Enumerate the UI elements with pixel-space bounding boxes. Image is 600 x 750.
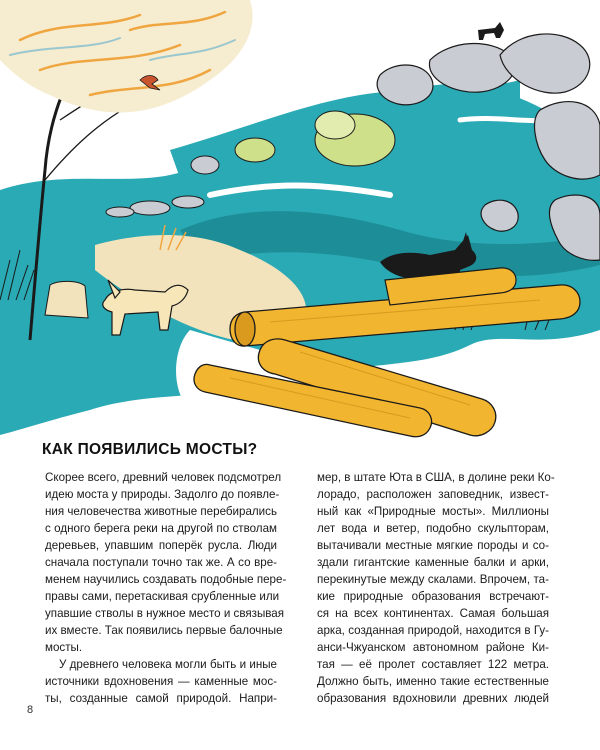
paragraph-line: ся на всех континентах. Самая большая [317, 607, 549, 620]
paragraph-line: здали гигантские каменные балки и арки, [317, 556, 549, 569]
paragraph-line: мер, в штате Юта в США, в долине реки Ко- [317, 471, 555, 484]
page-heading: КАК ПОЯВИЛИСЬ МОСТЫ? [42, 441, 258, 458]
paragraph-line: Должно быть, именно такие естественные [317, 675, 549, 688]
paragraph-line: тая — её пролет составляет 122 метра. [317, 658, 549, 671]
paragraph-line: упавшие стволы в нужное место и связывая [45, 607, 285, 620]
paragraph-line: ния человечества животные перебирались [45, 505, 277, 518]
stump [45, 281, 88, 318]
paragraph-line: правы сами, перетаскивая срубленные или [45, 590, 280, 603]
paragraph-line: вытачивали местные мягкие породы и со- [317, 539, 549, 552]
paragraph-line: ты, созданные самой природой. Напри- [45, 692, 277, 705]
paragraph-line: Скорее всего, древний человек подсмотрел [45, 471, 282, 484]
paragraph-line: деревьев, упавшим поперёк русла. Люди [45, 539, 277, 552]
paragraph-line: анси-Чжуанском автономном районе Ки- [317, 641, 549, 654]
paragraph-line: арка, созданная природой, находится в Гу- [317, 624, 549, 637]
paragraph-line: ный как «Природные мосты». Миллионы [317, 505, 549, 518]
paragraph-line: У древнего человека могли быть и иные [59, 658, 277, 671]
paragraph-line: перекинутые между скалами. Впрочем, та- [317, 573, 549, 586]
paragraph-line: кие природные образования встречают- [317, 590, 549, 603]
paragraph-line: лорадо, расположен заповедник, извест- [317, 488, 549, 501]
page-number: 8 [27, 704, 34, 716]
paragraph-line: идею моста у природы. Задолго до появле- [45, 488, 280, 501]
text-column-left [45, 469, 287, 707]
text-column-right [317, 469, 555, 707]
paragraph-line: менем научились создавать подобные пере- [45, 573, 287, 586]
paragraph-line: источники вдохновения — каменные мос- [45, 675, 277, 688]
paragraph-line: с одного берега реки на другой по стволам [45, 522, 277, 535]
paragraph-line: образования вдохновили древних людей [317, 692, 549, 705]
paragraph-line: мосты. [45, 641, 83, 654]
paragraph-line: лет вода и ветер, подобно скульпторам, [317, 522, 549, 535]
paragraph-line: их вместе. Так появились первые балочные [45, 624, 283, 637]
paragraph-line: сначала поступали точно так же. А со вре- [45, 556, 277, 569]
